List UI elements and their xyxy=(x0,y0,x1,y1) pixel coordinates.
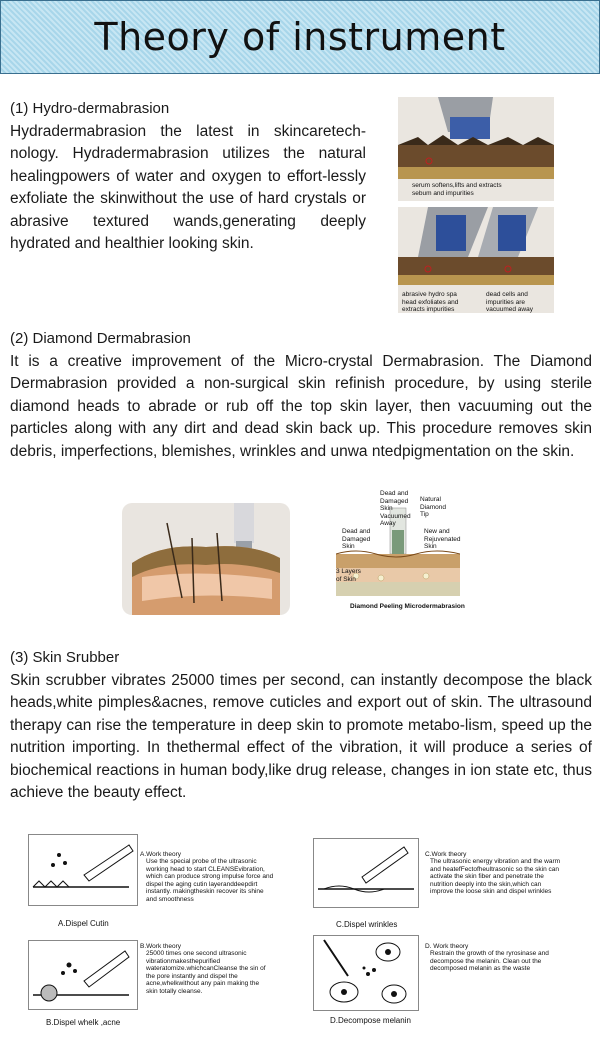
work-theory-a-title: A.Work theory xyxy=(140,851,182,858)
work-theory-d-text: Restrain the growth of the ryrosinase and decompose the melanin. Clean out the decomposed melanin as the waste xyxy=(430,950,549,972)
melanin-cells-icon xyxy=(314,936,418,1010)
work-theory-c-text: The ultrasonic energy vibration and the warm and heatefFectofheultrasonic so the skin can activate the skin fiber and penetrate the nutrition deeply into the skin,which can improve the loose skin and dispel wrinkles xyxy=(430,858,561,895)
section-body: It is a creative improvement of the Micro-crystal Dermabrasion. The Diamond Dermabrasion provided a non-surgical skin refinish procedure, by using sterile diamond heads to abrade or rub off the top skin layer, then vacuuming out the particles along with any dirt and dead skin back up. This procedure removes skin debris, imperfections, blemishes, wrinkles and unwa ntedpigmentation on the skin. xyxy=(10,352,592,460)
hydro-label-vacuumed: dead cells and impurities are vacuumed away xyxy=(486,291,533,313)
work-theory-d-illustration xyxy=(313,935,419,1011)
probe-acne-icon xyxy=(29,941,137,1009)
section-heading: (1) Hydro-dermabrasion xyxy=(10,100,170,117)
work-theory-c-illustration xyxy=(313,838,419,908)
label-diamond-tip: Natural Diamond Tip xyxy=(420,496,447,518)
probe-cutin-icon xyxy=(29,835,137,905)
page-title: Theory of instrument xyxy=(94,15,506,59)
section-heading: (2) Diamond Dermabrasion xyxy=(10,330,191,347)
work-theory-c-caption: C.Dispel wrinkles xyxy=(336,920,398,929)
section-skin-scrubber xyxy=(10,647,592,805)
work-theory-a-caption: A.Dispel Cutin xyxy=(58,919,109,928)
skin-cross-section-icon xyxy=(122,503,290,615)
label-new-skin: New and Rejuvenated Skin xyxy=(424,528,461,550)
work-theory-d-caption: D.Decompose melanin xyxy=(330,1016,411,1025)
label-dead-vacuumed: Dead and Damaged Skin Vacuumed Away xyxy=(380,490,411,527)
work-theory-b-caption: B.Dispel whelk ,acne xyxy=(46,1018,121,1027)
label-three-layers: 3 Layers of Skin xyxy=(336,568,361,583)
diamond-skin-illustration xyxy=(122,503,290,615)
section-diamond-dermabrasion xyxy=(10,328,592,463)
probe-wrinkles-icon xyxy=(314,839,418,907)
hydro-diagram-art xyxy=(398,97,554,313)
label-dead-skin: Dead and Damaged Skin xyxy=(342,528,371,550)
work-theory-b-title: B.Work theory xyxy=(140,943,182,950)
hydro-label-serum: serum softens,lifts and extracts sebum and impurities xyxy=(412,182,502,197)
section-heading: (3) Skin Srubber xyxy=(10,649,120,666)
section-body: Hydradermabrasion the latest in skincaretech-nology. Hydradermabrasion utilizes the natural healingpowers of water and oxygen to effort-lessly exfoliate the skinwithout the use of hard crystals or abrasive textured wands,generating deeply hydrated and healthier looking skin. xyxy=(10,122,366,252)
section-body: Skin scrubber vibrates 25000 times per second, can instantly decompose the black heads,white pimples&acnes, remove cuticles and export out of skin. The ultrasound therapy can rise the temperature in deep skin to promote metabo-lism, speed up the nutrition importing. In thethermal effect of the vibration, it will produce a series of biochemical reactions in human body,like drug release, changes in ion state etc, thus achieve the beauty effect. xyxy=(10,671,592,801)
work-theory-b-illustration xyxy=(28,940,138,1010)
work-theory-a-illustration xyxy=(28,834,138,906)
section-hydro-dermabrasion xyxy=(10,98,366,256)
work-theory-b-text: 25000 times one second ultrasonic vibrationmakesthepurified wateratomize.whichcanCleanse the sin of the pore instantly and dispel the acne,whelkwithout any pain making the skin totally cleanse. xyxy=(146,950,266,995)
work-theory-d-title: D. Work theory xyxy=(425,943,469,950)
work-theory-a-text: Use the special probe of the ultrasonic working head to start CLEANSEvibration, which can produce strong impulse force and dispel the aging cutin layeranddeepdirt instantly. makingtheskin recover its shine and smoothness xyxy=(146,858,274,903)
diamond-peeling-diagram xyxy=(336,490,465,612)
title-banner xyxy=(0,0,600,74)
hydro-dermabrasion-diagram xyxy=(398,97,554,313)
work-theory-c-title: C.Work theory xyxy=(425,851,467,858)
hydro-label-abrasive: abrasive hydro spa head exfoliates and extracts impurities xyxy=(402,291,459,313)
diamond-caption: Diamond Peeling Microdermabrasion xyxy=(350,603,465,610)
